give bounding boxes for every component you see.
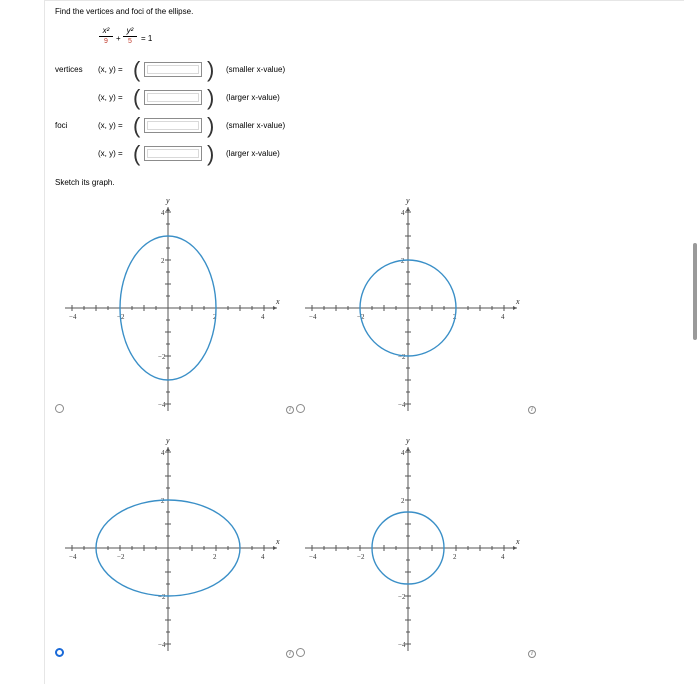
fraction-y-denominator: 5 <box>128 38 132 45</box>
graph-option-a-radio[interactable] <box>55 404 64 413</box>
question-text: Find the vertices and foci of the ellipse. <box>55 7 194 16</box>
y-axis-label: y <box>166 196 170 205</box>
y-axis-label: y <box>406 436 410 445</box>
y-tick-label: 4 <box>161 209 165 217</box>
x-axis-arrow <box>273 306 277 310</box>
x-axis-label: x <box>516 537 520 546</box>
info-icon[interactable]: i <box>286 650 294 658</box>
y-axis-arrow <box>406 447 410 451</box>
answer-input[interactable] <box>144 62 202 77</box>
x-tick-label: −4 <box>309 553 317 561</box>
row-hint: (larger x-value) <box>226 93 280 102</box>
row-hint: (larger x-value) <box>226 149 280 158</box>
left-paren: ( <box>133 141 141 166</box>
row-hint: (smaller x-value) <box>226 121 286 130</box>
info-icon[interactable]: i <box>528 406 536 414</box>
point-label: (x, y) = <box>98 65 123 74</box>
y-tick-label: 2 <box>161 497 165 505</box>
x-tick-label: 4 <box>261 313 265 321</box>
x-axis-arrow <box>513 546 517 550</box>
answer-input[interactable] <box>144 118 202 133</box>
point-label: (x, y) = <box>98 149 123 158</box>
x-tick-label: −2 <box>357 553 365 561</box>
x-tick-label: −2 <box>117 313 125 321</box>
fraction-y-term <box>123 26 137 45</box>
y-tick-label: 2 <box>401 257 405 265</box>
x-tick-label: −4 <box>309 313 317 321</box>
fraction-x-denominator: 9 <box>104 38 108 45</box>
graph-option-c <box>55 433 285 658</box>
x-axis-label: x <box>276 297 280 306</box>
row-hint: (smaller x-value) <box>226 65 286 74</box>
content-frame-top-border <box>44 0 684 1</box>
y-axis-arrow <box>166 207 170 211</box>
graph-option-c-radio[interactable] <box>55 648 64 657</box>
x-tick-label: 4 <box>261 553 265 561</box>
page-scrollbar[interactable] <box>693 243 697 340</box>
x-tick-label: 2 <box>453 553 457 561</box>
fraction-y-bar <box>123 36 137 37</box>
graph-option-a <box>55 193 285 418</box>
x-tick-label: −4 <box>69 313 77 321</box>
x-tick-label: −2 <box>117 553 125 561</box>
answer-input[interactable] <box>144 90 202 105</box>
y-tick-label: −4 <box>158 401 166 409</box>
right-paren: ) <box>207 85 215 110</box>
content-frame-left-border <box>44 0 45 684</box>
x-axis-arrow <box>513 306 517 310</box>
y-axis-label: y <box>406 196 410 205</box>
right-paren: ) <box>207 57 215 82</box>
y-tick-label: −2 <box>158 353 166 361</box>
graph-option-d-radio[interactable] <box>296 648 305 657</box>
fraction-x-bar <box>99 36 113 37</box>
y-tick-label: 4 <box>401 449 405 457</box>
sketch-prompt: Sketch its graph. <box>55 178 115 187</box>
y-tick-label: −4 <box>158 641 166 649</box>
y-axis-arrow <box>166 447 170 451</box>
x-tick-label: 2 <box>213 313 217 321</box>
left-paren: ( <box>133 85 141 110</box>
point-label: (x, y) = <box>98 121 123 130</box>
y-axis-arrow <box>406 207 410 211</box>
x-tick-label: −4 <box>69 553 77 561</box>
y-tick-label: 4 <box>401 209 405 217</box>
y-axis-label: y <box>166 436 170 445</box>
info-icon[interactable]: i <box>286 406 294 414</box>
left-paren: ( <box>133 113 141 138</box>
x-tick-label: 2 <box>213 553 217 561</box>
row-label: vertices <box>55 65 83 74</box>
right-paren: ) <box>207 113 215 138</box>
fraction-x-term <box>99 26 113 45</box>
y-tick-label: −2 <box>158 593 166 601</box>
y-tick-label: −2 <box>398 593 406 601</box>
x-axis-arrow <box>273 546 277 550</box>
info-icon[interactable]: i <box>528 650 536 658</box>
x-tick-label: 2 <box>453 313 457 321</box>
graph-option-b-radio[interactable] <box>296 404 305 413</box>
y-tick-label: −2 <box>398 353 406 361</box>
y-tick-label: −4 <box>398 641 406 649</box>
y-tick-label: −4 <box>398 401 406 409</box>
fraction-y-numerator: y² <box>126 26 134 35</box>
left-paren: ( <box>133 57 141 82</box>
ellipse-equation <box>99 26 179 52</box>
fraction-x-numerator: x² <box>102 26 110 35</box>
y-tick-label: 2 <box>161 257 165 265</box>
answer-input[interactable] <box>144 146 202 161</box>
x-axis-label: x <box>276 537 280 546</box>
x-axis-label: x <box>516 297 520 306</box>
equation-rhs: = 1 <box>141 34 153 43</box>
x-tick-label: 4 <box>501 313 505 321</box>
x-tick-label: 4 <box>501 553 505 561</box>
graph-option-d <box>295 433 525 658</box>
equation-plus: + <box>116 34 121 43</box>
x-tick-label: −2 <box>357 313 365 321</box>
y-tick-label: 4 <box>161 449 165 457</box>
row-label: foci <box>55 121 68 130</box>
point-label: (x, y) = <box>98 93 123 102</box>
right-paren: ) <box>207 141 215 166</box>
graph-option-b <box>295 193 525 418</box>
y-tick-label: 2 <box>401 497 405 505</box>
